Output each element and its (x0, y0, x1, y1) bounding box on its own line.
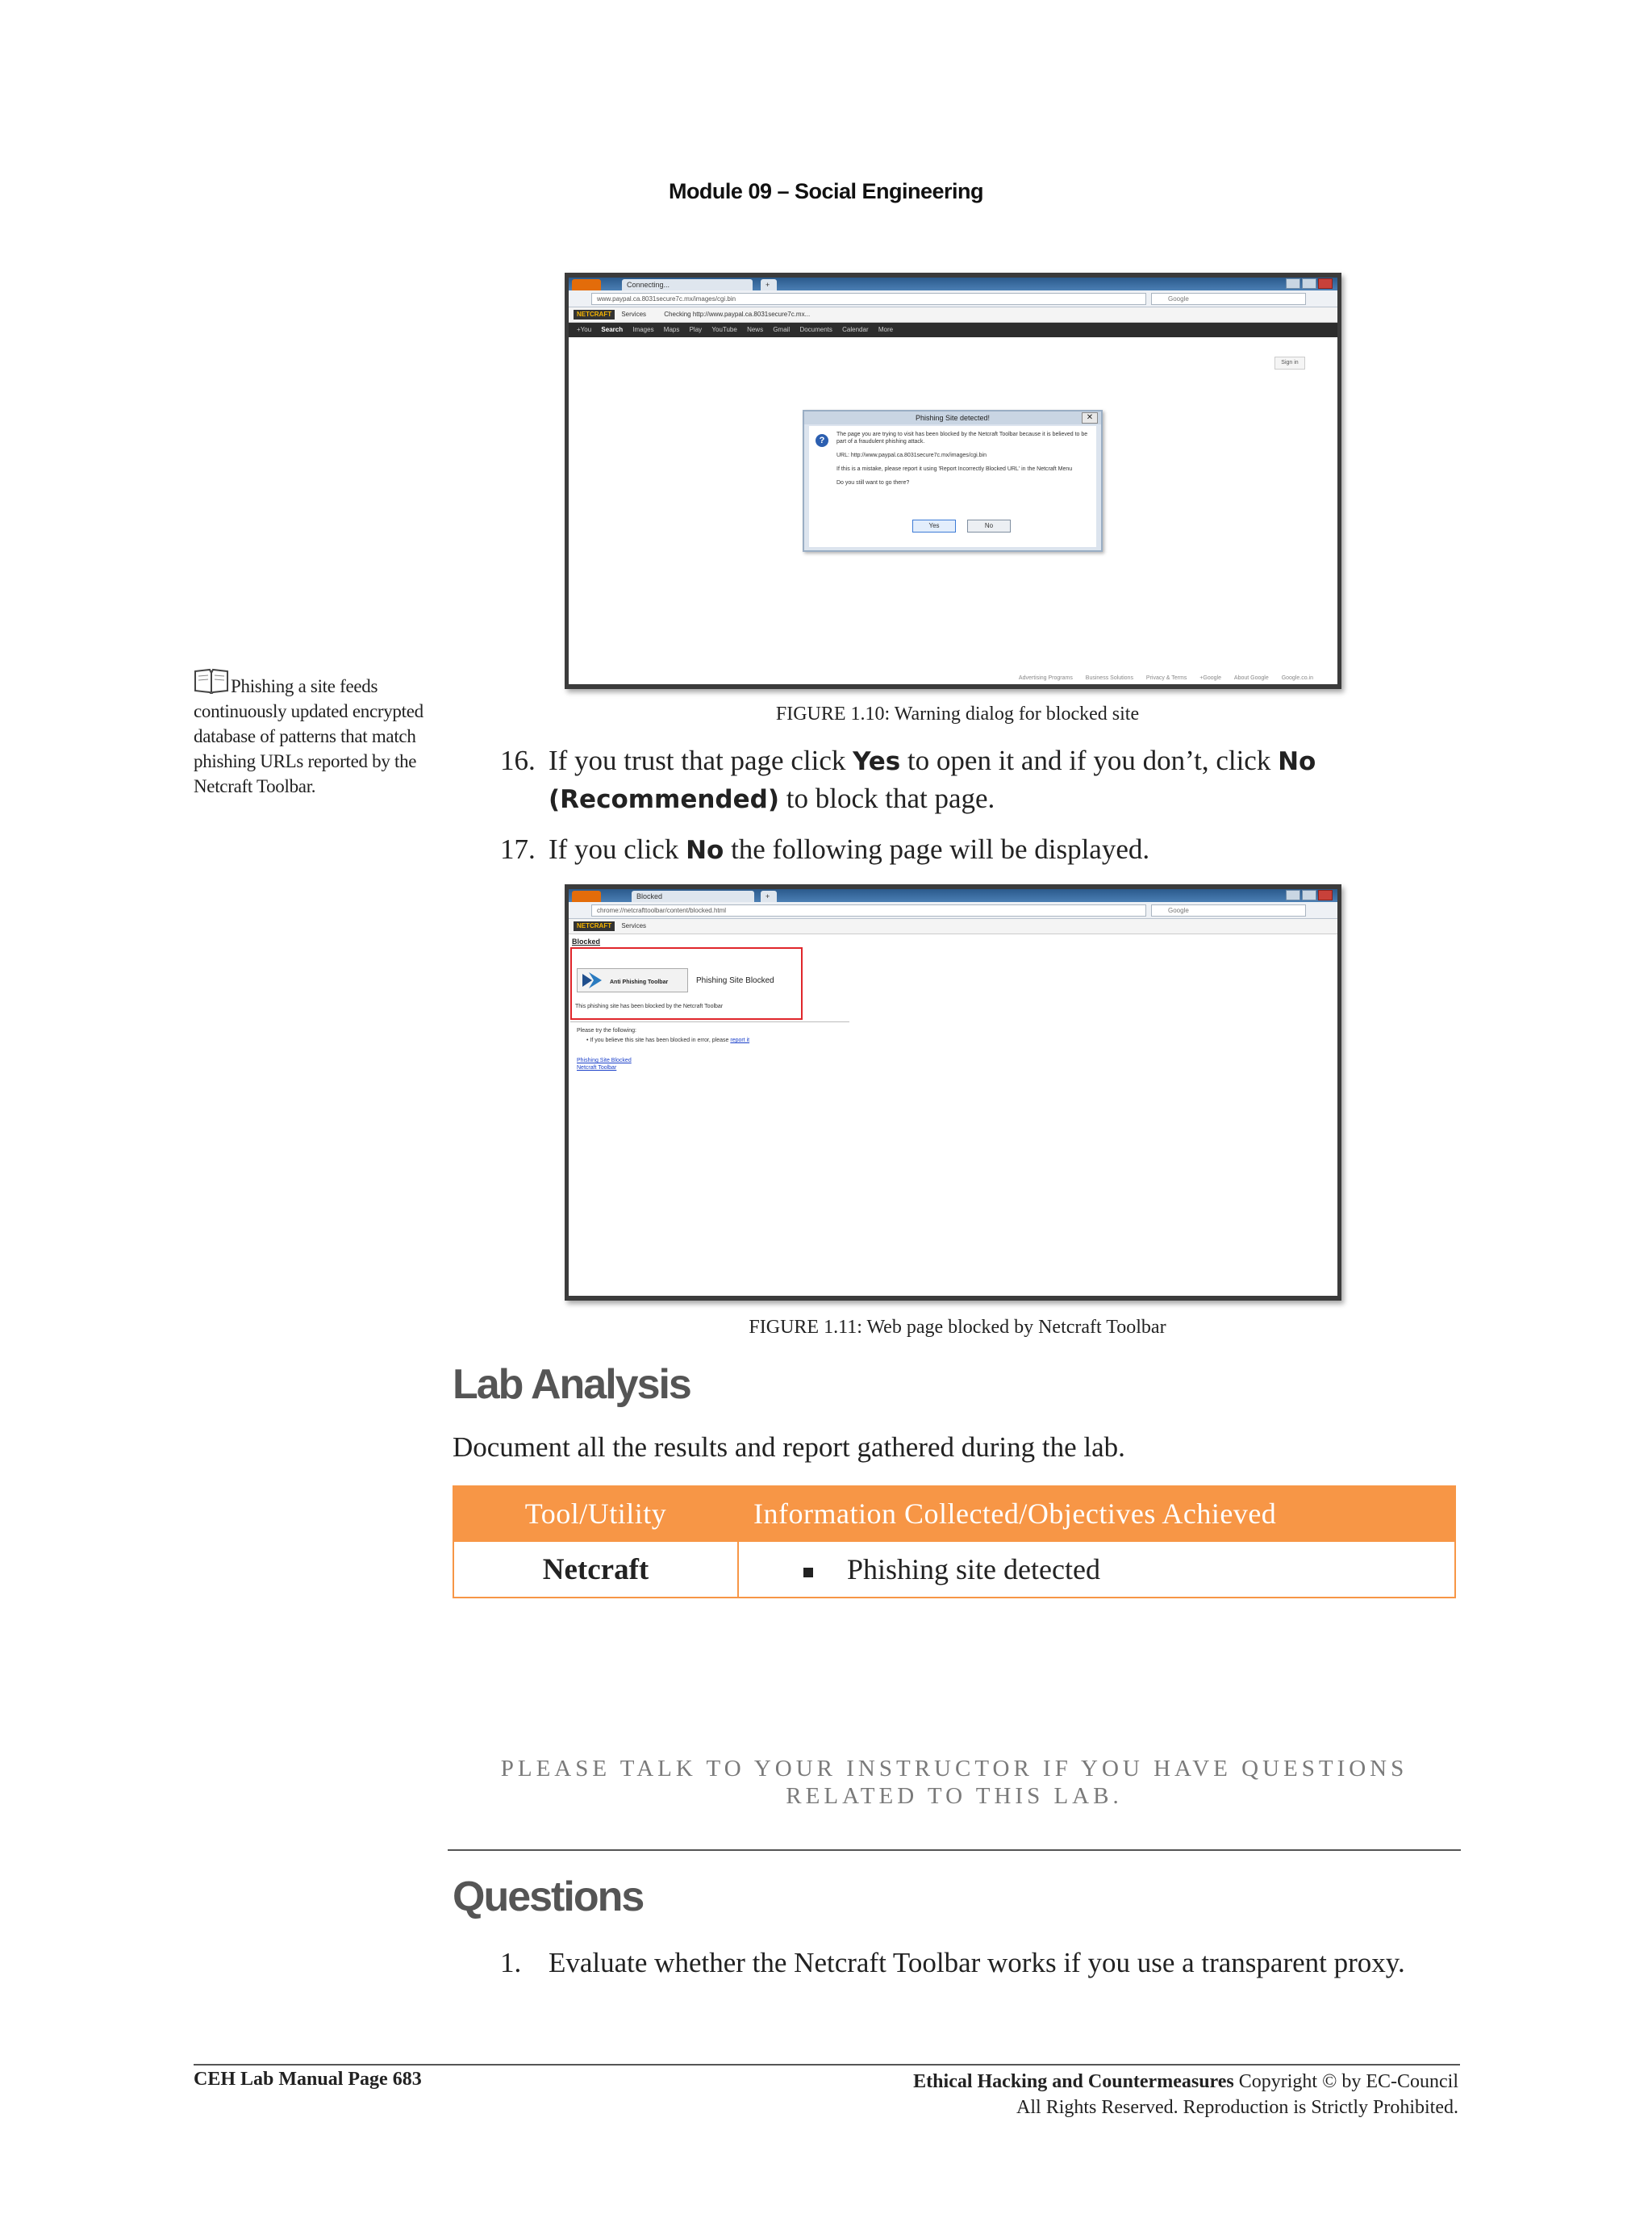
link-netcraft-toolbar[interactable]: Netcraft Toolbar (577, 1065, 617, 1071)
google-nav-item[interactable]: Maps (663, 326, 680, 333)
google-nav-bar (569, 323, 1337, 337)
window-controls (1284, 890, 1333, 900)
anti-phishing-logo (577, 968, 688, 992)
step-16 (500, 742, 1476, 818)
table-header-tool: Tool/Utility (453, 1486, 738, 1541)
step-keyword: No (1278, 747, 1316, 776)
blocked-highlight-box (570, 947, 803, 1020)
dialog-title-bar (804, 411, 1101, 424)
services-menu[interactable]: Services (621, 311, 647, 318)
info-text: Phishing site detected (847, 1553, 1100, 1585)
netcraft-fish-icon (581, 971, 603, 990)
step-number: 17. (500, 833, 536, 865)
figure-warning-dialog-screenshot (565, 273, 1341, 689)
sidebar-note (194, 668, 436, 799)
step-text: to open it and if you don’t, click (900, 745, 1279, 776)
lab-analysis-title: Lab Analysis (453, 1361, 690, 1408)
question-item (500, 1944, 1476, 1982)
question-text: Evaluate whether the Netcraft Toolbar works if you use a transparent proxy. (549, 1947, 1405, 1978)
table-header-row (453, 1486, 1455, 1541)
step-keyword: Yes (853, 747, 901, 776)
minimize-button[interactable] (1286, 890, 1300, 900)
link-phishing-site-blocked[interactable]: Phishing Site Blocked (577, 1058, 632, 1063)
dialog-title: Phishing Site detected! (915, 414, 991, 422)
phishing-dialog (803, 410, 1103, 552)
table-cell-tool: Netcraft (453, 1541, 738, 1598)
netcraft-logo: NETCRAFT (574, 310, 615, 320)
blocked-heading: Blocked (572, 938, 601, 946)
browser-tab[interactable]: Connecting... (622, 279, 753, 290)
google-footer-links (1007, 675, 1313, 681)
footer-links (577, 1057, 632, 1071)
step-text: If you trust that page click (549, 745, 853, 776)
footer-link[interactable]: +Google (1199, 675, 1221, 681)
try-text: Please try the following: (577, 1028, 636, 1034)
firefox-menu-button[interactable] (572, 279, 601, 290)
address-bar[interactable]: chrome://netcrafttoolbar/content/blocked.html (591, 904, 1146, 917)
window-controls (1284, 278, 1333, 288)
figure-caption: FIGURE 1.10: Warning dialog for blocked site (775, 704, 1140, 725)
toolbar-status: Checking http://www.paypal.ca.8031secure7c.mx... (664, 311, 811, 318)
google-nav-item[interactable]: Search (601, 326, 624, 333)
footer-divider (194, 2064, 1460, 2066)
lab-analysis-table (453, 1485, 1456, 1598)
footer-link[interactable]: Privacy & Terms (1145, 675, 1187, 681)
search-field[interactable]: Google (1151, 293, 1306, 305)
new-tab-button[interactable]: + (761, 891, 777, 902)
google-nav-item[interactable]: Play (689, 326, 703, 333)
figure-blocked-page-screenshot (565, 884, 1341, 1301)
dialog-body (809, 426, 1096, 547)
footer-copyright (913, 2069, 1458, 2120)
navigation-bar (569, 902, 1337, 919)
try-bullet: • If you believe this site has been blocked in error, please report it (586, 1038, 750, 1043)
footer-link[interactable]: Google.co.in (1281, 675, 1313, 681)
dialog-question: Do you still want to go there? (836, 480, 910, 486)
no-button[interactable]: No (967, 520, 1011, 533)
blocked-title: Phishing Site Blocked (696, 976, 774, 985)
maximize-button[interactable] (1302, 278, 1316, 289)
google-nav-item[interactable]: Gmail (773, 326, 791, 333)
browser-tab[interactable]: Blocked (632, 891, 754, 902)
browser-tab-bar (569, 278, 1337, 290)
google-nav-item[interactable]: News (747, 326, 764, 333)
google-nav-item[interactable]: +You (577, 326, 592, 333)
footer-link[interactable]: About Google (1233, 675, 1269, 681)
step-text: the following page will be displayed. (724, 833, 1150, 865)
table-header-info: Information Collected/Objectives Achieved (738, 1486, 1455, 1541)
footer-copyright-text: Copyright © by EC-Council (1233, 2071, 1458, 2092)
footer-link[interactable]: Business Solutions (1085, 675, 1133, 681)
instructor-note-line2: RELATED TO THIS LAB. (786, 1783, 1123, 1809)
sidebar-note-text: Phishing a site feeds continuously updated encrypted database of patterns that match phishing URLs reported by the Netcraft Toolbar. (194, 676, 423, 796)
blocked-message: This phishing site has been blocked by the Netcraft Toolbar (575, 1004, 724, 1009)
dialog-message: The page you are trying to visit has been blocked by the Netcraft Toolbar because it is believed to be part of a fraudulent phishing attack. (836, 432, 1088, 445)
search-field[interactable]: Google (1151, 904, 1306, 917)
book-icon (194, 668, 229, 694)
netcraft-toolbar (569, 919, 1337, 934)
step-keyword: (Recommended) (549, 785, 780, 814)
browser-tab-bar (569, 889, 1337, 902)
dialog-report-hint: If this is a mistake, please report it using 'Report Incorrectly Blocked URL' in the Netcraft Menu (836, 466, 1073, 472)
questions-title: Questions (453, 1873, 644, 1920)
logo-text: Anti Phishing Toolbar (610, 980, 669, 985)
minimize-button[interactable] (1286, 278, 1300, 289)
address-bar[interactable]: www.paypal.ca.8031secure7c.mx/images/cgi.bin (591, 293, 1146, 305)
step-keyword: No (686, 836, 724, 865)
dialog-url: URL: http://www.paypal.ca.8031secure7c.mx/images/cgi.bin (836, 453, 987, 458)
step-text: If you click (549, 833, 686, 865)
google-nav-item[interactable]: Images (632, 326, 654, 333)
section-divider (448, 1849, 1461, 1851)
footer-rights: All Rights Reserved. Reproduction is Strictly Prohibited. (1016, 2097, 1458, 2118)
figure-caption: FIGURE 1.11: Web page blocked by Netcraft Toolbar (749, 1317, 1166, 1338)
google-nav-item[interactable]: More (878, 326, 894, 333)
google-nav-item[interactable]: YouTube (711, 326, 737, 333)
dialog-close-button[interactable]: ✕ (1082, 412, 1098, 424)
try-bullet-text: If you believe this site has been blocked in error, please (590, 1038, 729, 1043)
step-text: to block that page. (779, 783, 995, 814)
yes-button[interactable]: Yes (912, 520, 956, 533)
divider (570, 1021, 849, 1022)
square-bullet-icon (803, 1568, 813, 1577)
question-icon: ? (816, 434, 828, 447)
netcraft-logo: NETCRAFT (574, 921, 615, 931)
step-17 (500, 831, 1476, 869)
table-row (453, 1541, 1455, 1598)
netcraft-toolbar (569, 307, 1337, 323)
firefox-menu-button[interactable] (572, 891, 601, 902)
footer-page-label: CEH Lab Manual Page 683 (194, 2069, 422, 2090)
module-header: Module 09 – Social Engineering (668, 179, 984, 203)
sign-in-button[interactable]: Sign in (1274, 357, 1305, 370)
close-window-button[interactable] (1318, 278, 1333, 289)
services-menu[interactable]: Services (621, 922, 647, 929)
instructor-note-line1: PLEASE TALK TO YOUR INSTRUCTOR IF YOU HAVE QUESTIONS (500, 1756, 1408, 1782)
step-number: 16. (500, 745, 536, 776)
maximize-button[interactable] (1302, 890, 1316, 900)
footer-book-title: Ethical Hacking and Countermeasures (913, 2071, 1234, 2092)
google-nav-item[interactable]: Calendar (842, 326, 869, 333)
close-window-button[interactable] (1318, 890, 1333, 900)
navigation-bar (569, 290, 1337, 307)
table-cell-info (738, 1541, 1455, 1598)
footer-link[interactable]: Advertising Programs (1018, 675, 1073, 681)
instructor-note (453, 1755, 1456, 1810)
report-link[interactable]: report it (730, 1038, 750, 1043)
google-nav-item[interactable]: Documents (799, 326, 832, 333)
new-tab-button[interactable]: + (761, 279, 777, 290)
question-number: 1. (500, 1947, 522, 1978)
lab-analysis-intro: Document all the results and report gathered during the lab. (453, 1431, 1125, 1463)
